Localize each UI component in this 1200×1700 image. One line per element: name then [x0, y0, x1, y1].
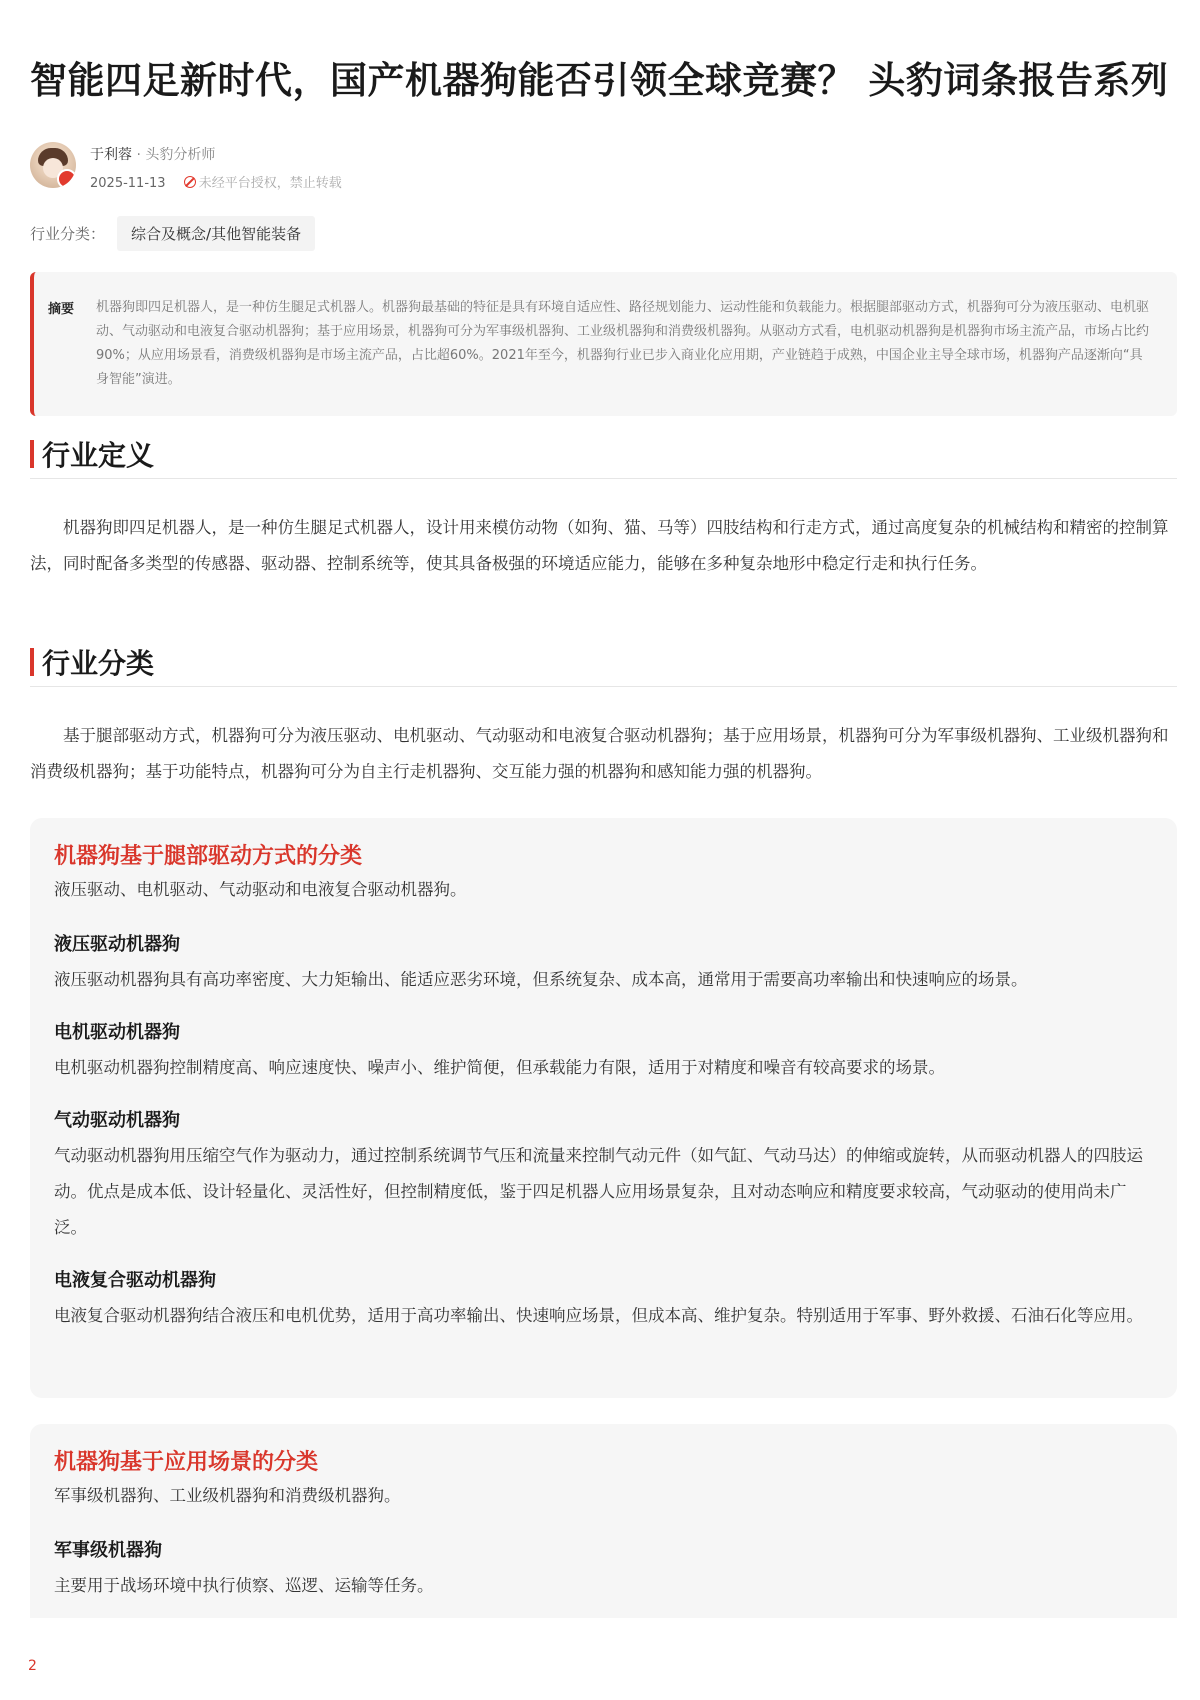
- abstract-box: [30, 272, 1177, 416]
- definition-paragraph: 机器狗即四足机器人，是一种仿生腿足式机器人，设计用来模仿动物（如狗、猫、马等）四肢结构和行走方式，通过高度复杂的机械结构和精密的控制算法，同时配备多类型的传感器、驱动器、控制系统等，使其具备极强的环境适应能力，能够在多种复杂地形中稳定行走和执行任务。: [30, 518, 1169, 573]
- author-info: [30, 142, 730, 198]
- scene-card-subtitle: 军事级机器狗、工业级机器狗和消费级机器狗。: [54, 1486, 401, 1505]
- avatar[interactable]: [30, 142, 76, 188]
- drive-item-text: 电机驱动机器狗控制精度高、响应速度快、噪声小、维护简便，但承载能力有限，适用于对精度和噪音有较高要求的场景。: [54, 1058, 945, 1077]
- drive-item-title: 气动驱动机器狗: [54, 1110, 180, 1131]
- drive-item: [54, 928, 1153, 998]
- author-meta: [90, 172, 342, 191]
- category-label: 行业分类：: [30, 225, 106, 243]
- drive-card-subtitle: 液压驱动、电机驱动、气动驱动和电液复合驱动机器狗。: [54, 880, 467, 899]
- drive-item-text: 液压驱动机器狗具有高功率密度、大力矩输出、能适应恶劣环境，但系统复杂、成本高，通常用于需要高功率输出和快速响应的场景。: [54, 970, 1028, 989]
- drive-item-text: 气动驱动机器狗用压缩空气作为驱动力，通过控制系统调节气压和流量来控制气动元件（如气缸、气动马达）的伸缩或旋转，从而驱动机器人的四肢运动。优点是成本低、设计轻量化、灵活性好，但控制精度低，鉴于四足机器人应用场景复杂，且对动态响应和精度要求较高，气动驱动的使用尚未广泛。: [54, 1146, 1143, 1237]
- drive-item-title: 电机驱动机器狗: [54, 1022, 180, 1043]
- section-definition-header: [30, 430, 1177, 479]
- section-classification-header: [30, 638, 1177, 687]
- drive-item-title: 电液复合驱动机器狗: [54, 1270, 216, 1291]
- section-definition-title: 行业定义: [42, 439, 155, 472]
- abstract-label: 摘要: [48, 302, 75, 317]
- section-accent-bar: [30, 648, 34, 676]
- author-separator: ·: [132, 147, 146, 163]
- abstract-text: 机器狗即四足机器人，是一种仿生腿足式机器人。机器狗最基础的特征是具有环境自适应性、路径规划能力、运动性能和负载能力。根据腿部驱动方式，机器狗可分为液压驱动、电机驱动、气动驱动和电液复合驱动机器狗；基于应用场景，机器狗可分为军事级机器狗、工业级机器狗和消费级机器狗。从驱动方式看，电机驱动机器狗是机器狗市场主流产品，市场占比约90%；从应用场景看，消费级机器狗是市场主流产品，占比超60%。2021年至今，机器狗行业已步入商业化应用期，产业链趋于成熟，中国企业主导全球市场，机器狗产品逐渐向“具身智能”演进。: [96, 300, 1150, 387]
- category-tag[interactable]: 综合及概念/其他智能装备: [117, 216, 315, 251]
- section-classification-title: 行业分类: [42, 647, 155, 680]
- author-name-line: [90, 144, 215, 164]
- scene-item-title: 军事级机器狗: [54, 1540, 162, 1561]
- publish-date: 2025-11-13: [90, 176, 166, 191]
- page-number: 2: [28, 1658, 37, 1674]
- copyright-notice-text: 未经平台授权，禁止转载: [198, 176, 342, 191]
- scene-card-title: 机器狗基于应用场景的分类: [54, 1450, 319, 1475]
- drive-item-title: 液压驱动机器狗: [54, 934, 180, 955]
- drive-item: [54, 1104, 1153, 1246]
- scene-classification-card: [30, 1424, 1177, 1618]
- drive-item-text: 电液复合驱动机器狗结合液压和电机优势，适用于高功率输出、快速响应场景，但成本高、维护复杂。特别适用于军事、野外救援、石油石化等应用。: [54, 1306, 1143, 1325]
- author-role: 头豹分析师: [145, 147, 216, 163]
- drive-classification-card: [30, 818, 1177, 1398]
- scene-item-text: 主要用于战场环境中执行侦察、巡逻、运输等任务。: [54, 1576, 434, 1595]
- industry-category: [30, 216, 315, 250]
- verified-badge-icon: [57, 169, 76, 188]
- drive-item: [54, 1016, 1153, 1086]
- drive-item: [54, 1264, 1153, 1334]
- scene-item: [54, 1534, 1153, 1604]
- copyright-notice: [184, 176, 342, 191]
- classification-paragraph: 基于腿部驱动方式，机器狗可分为液压驱动、电机驱动、气动驱动和电液复合驱动机器狗；基于应用场景，机器狗可分为军事级机器狗、工业级机器狗和消费级机器狗；基于功能特点，机器狗可分为自主行走机器狗、交互能力强的机器狗和感知能力强的机器狗。: [30, 726, 1169, 781]
- author-name[interactable]: 于利蓉: [90, 147, 132, 163]
- page-title: 智能四足新时代，国产机器狗能否引领全球竞赛？ 头豹词条报告系列: [30, 59, 1169, 102]
- drive-card-title: 机器狗基于腿部驱动方式的分类: [54, 844, 363, 869]
- prohibited-icon: [184, 176, 196, 188]
- section-accent-bar: [30, 440, 34, 468]
